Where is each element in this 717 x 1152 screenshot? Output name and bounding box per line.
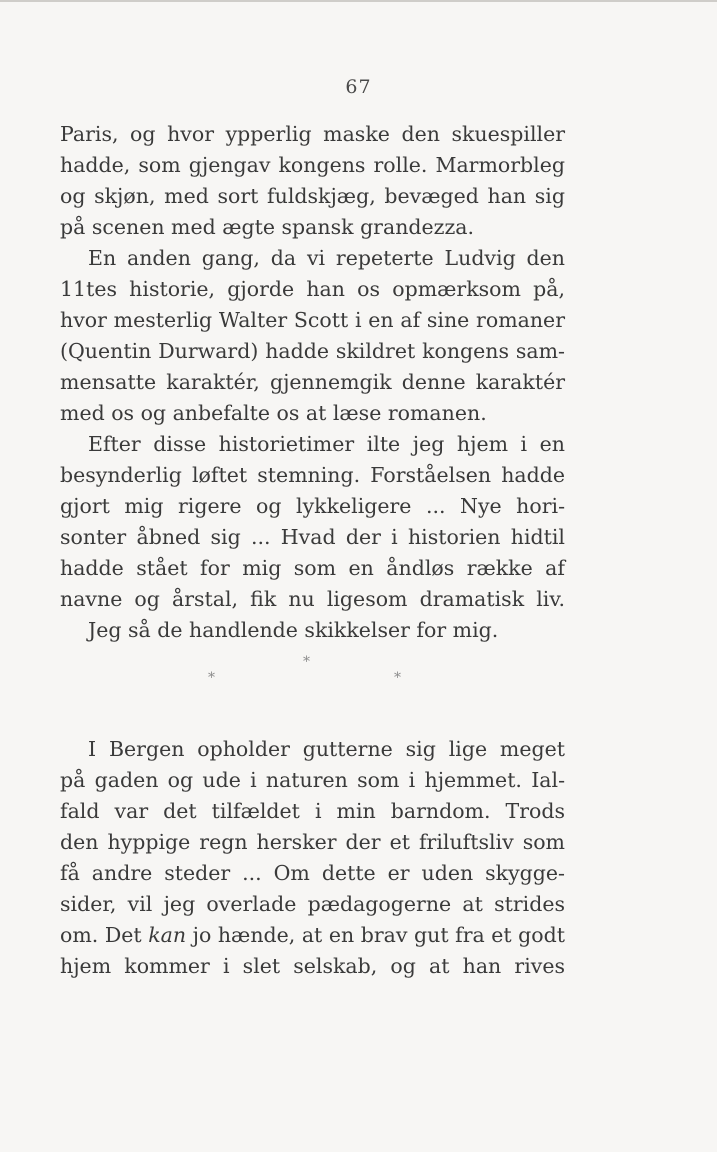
text-line: fald var det tilfældet i min barndom. Trods	[60, 799, 565, 823]
text-line: besynderlig løftet stemning. Forståelsen hadde	[60, 463, 565, 487]
text-line: navne og årstal, fik nu ligesom dramatisk liv.	[60, 587, 565, 611]
text-line: Paris, og hvor ypperlig maske den skuespiller	[60, 122, 565, 146]
text-line: på gaden og ude i naturen som i hjemmet. Ial-	[60, 768, 565, 792]
text-line: få andre steder ... Om dette er uden skygge-	[60, 861, 565, 885]
text-line: og skjøn, med sort fuldskjæg, bevæged han sig	[60, 184, 565, 208]
text-line: på scenen med ægte spansk grandezza.	[60, 215, 475, 239]
text-fragment: om. Det	[60, 923, 149, 947]
page-number: 67	[345, 76, 372, 98]
text-line: I Bergen opholder gutterne sig lige meget	[88, 737, 565, 761]
text-line: sider, vil jeg overlade pædagogerne at strides	[60, 892, 565, 916]
text-line: hvor mesterlig Walter Scott i en af sine romaner	[60, 308, 565, 332]
text-line: gjort mig rigere og lykkeligere ... Nye hori-	[60, 494, 565, 518]
text-line: hjem kommer i slet selskab, og at han rives	[60, 954, 565, 978]
text-line: den hyppige regn hersker der et friluftsliv som	[60, 830, 565, 854]
section-separator-asterisk-right: *	[394, 670, 401, 686]
text-line: Jeg så de handlende skikkelser for mig.	[88, 618, 499, 642]
section-separator-asterisk-left: *	[208, 670, 215, 686]
text-line: mensatte karaktér, gjennemgik denne karaktér	[60, 370, 565, 394]
text-fragment: jo hænde, at en brav gut fra et godt	[186, 923, 565, 947]
text-line: Efter disse historietimer ilte jeg hjem i en	[88, 432, 565, 456]
text-line-with-emphasis	[60, 920, 565, 950]
text-line: 11tes historie, gjorde han os opmærksom på,	[60, 277, 565, 301]
text-line: (Quentin Durward) hadde skildret kongens sam-	[60, 339, 565, 363]
page-top-edge	[0, 0, 717, 2]
emphasized-word: kan	[148, 923, 187, 947]
section-separator-asterisk-top: *	[303, 654, 310, 670]
text-line: hadde, som gjengav kongens rolle. Marmorbleg	[60, 153, 565, 177]
text-line: sonter åbned sig ... Hvad der i historien hidtil	[60, 525, 565, 549]
text-line: med os og anbefalte os at læse romanen.	[60, 401, 487, 425]
text-line: En anden gang, da vi repeterte Ludvig den	[88, 246, 565, 270]
text-line: hadde stået for mig som en åndløs række af	[60, 556, 565, 580]
